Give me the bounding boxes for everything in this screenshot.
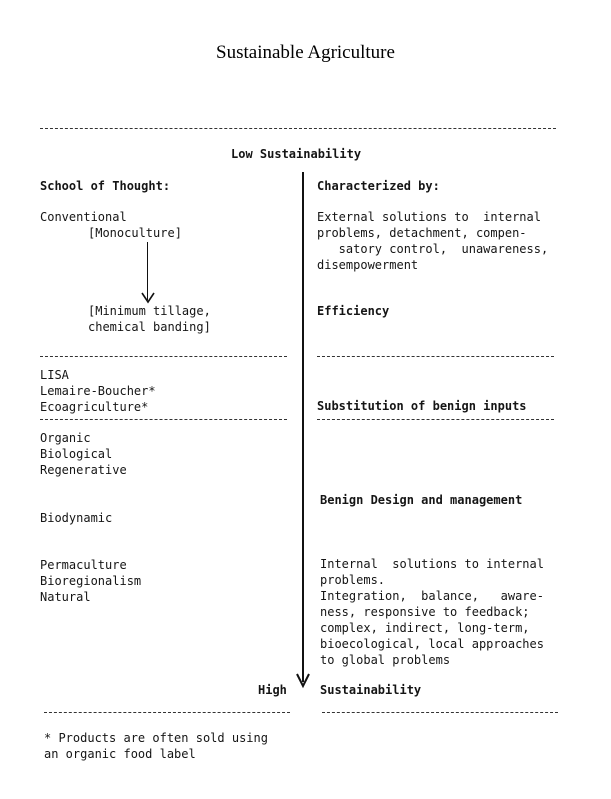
organic-label: Organic <box>40 431 91 445</box>
efficiency-label: Efficiency <box>317 304 390 318</box>
biodynamic-label: Biodynamic <box>40 511 113 525</box>
internal-description-line-6: bioecological, local approaches <box>320 637 544 651</box>
chemical-banding-label: chemical banding] <box>88 320 211 334</box>
characterized-by-header: Characterized by: <box>317 179 440 193</box>
regenerative-label: Regenerative <box>40 463 127 477</box>
monoculture-label: [Monoculture] <box>88 226 182 240</box>
divider-left-bottom <box>44 712 290 713</box>
substitution-label: Substitution of benign inputs <box>317 399 527 413</box>
ecoagriculture-label: Ecoagriculture* <box>40 400 149 414</box>
diagram-title: Sustainable Agriculture <box>216 42 395 63</box>
biological-label: Biological <box>40 447 113 461</box>
footnote-line-1: * Products are often sold using <box>44 731 268 745</box>
divider-right-2 <box>317 419 554 420</box>
internal-description-line-4: ness, responsive to feedback; <box>320 605 530 619</box>
conventional-description-line-3: satory control, unawareness, <box>317 242 549 256</box>
conventional-description-line-4: disempowerment <box>317 258 419 272</box>
lisa-label: LISA <box>40 368 69 382</box>
conventional-label: Conventional <box>40 210 127 224</box>
permaculture-label: Permaculture <box>40 558 127 572</box>
low-sustainability-label: Low Sustainability <box>231 147 362 161</box>
sustainability-axis-arrowhead <box>296 672 310 688</box>
natural-label: Natural <box>40 590 91 604</box>
internal-description-line-2: problems. <box>320 573 386 587</box>
benign-design-label: Benign Design and management <box>320 493 523 507</box>
high-label: High <box>258 683 287 697</box>
internal-description-line-7: to global problems <box>320 653 451 667</box>
divider-right-1 <box>317 356 554 357</box>
internal-description-line-5: complex, indirect, long-term, <box>320 621 530 635</box>
sustainability-label: Sustainability <box>320 683 422 697</box>
footnote-line-2: an organic food label <box>44 747 196 761</box>
divider-left-1 <box>40 356 287 357</box>
divider-right-bottom <box>322 712 558 713</box>
sustainability-axis-line <box>302 172 304 682</box>
school-of-thought-header: School of Thought: <box>40 179 171 193</box>
minimum-tillage-label: [Minimum tillage, <box>88 304 211 318</box>
conventional-description-line-1: External solutions to internal <box>317 210 541 224</box>
divider-left-2 <box>40 419 287 420</box>
bioregionalism-label: Bioregionalism <box>40 574 142 588</box>
top-divider <box>40 128 556 129</box>
lemaire-boucher-label: Lemaire-Boucher* <box>40 384 156 398</box>
internal-description-line-1: Internal solutions to internal <box>320 557 544 571</box>
internal-description-line-3: Integration, balance, aware- <box>320 589 544 603</box>
conventional-description-line-2: problems, detachment, compen- <box>317 226 527 240</box>
